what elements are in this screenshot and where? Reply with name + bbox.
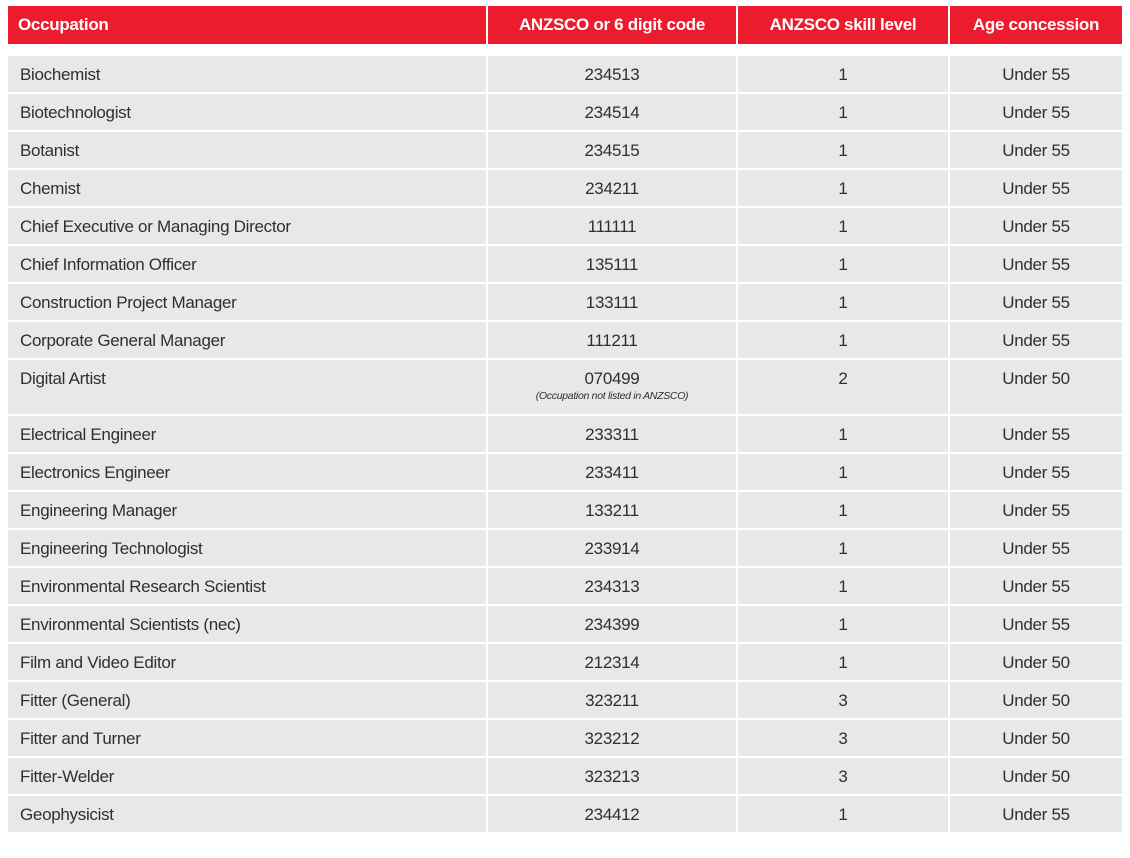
cell-occupation: Chemist [8,170,486,206]
table-row [8,322,1122,358]
cell-occupation: Construction Project Manager [8,284,486,320]
cell-occupation: Fitter-Welder [8,758,486,794]
table-row [8,568,1122,604]
cell-age-concession: Under 55 [950,492,1122,528]
code-value: 233411 [585,463,639,482]
table-row [8,360,1122,414]
table-row [8,284,1122,320]
code-value: 135111 [585,255,639,274]
cell-skill-level: 1 [738,530,948,566]
cell-occupation: Electrical Engineer [8,416,486,452]
cell-occupation: Chief Executive or Managing Director [8,208,486,244]
cell-age-concession: Under 55 [950,56,1122,92]
cell-age-concession: Under 50 [950,682,1122,718]
cell-occupation: Film and Video Editor [8,644,486,680]
table-row [8,416,1122,452]
cell-age-concession: Under 50 [950,360,1122,414]
table-row [8,246,1122,282]
code-value: 234211 [585,179,639,198]
cell-age-concession: Under 55 [950,322,1122,358]
code-value: 133111 [585,293,639,312]
table-row [8,606,1122,642]
code-value: 323211 [585,691,639,710]
cell-skill-level: 1 [738,492,948,528]
header-skill-level: ANZSCO skill level [738,6,948,44]
table-row [8,454,1122,490]
header-age-concession: Age concession [950,6,1122,44]
cell-code [488,208,736,244]
cell-skill-level: 1 [738,132,948,168]
table-row [8,796,1122,832]
cell-age-concession: Under 50 [950,758,1122,794]
cell-code [488,360,736,414]
cell-skill-level: 3 [738,682,948,718]
code-value: 323212 [584,729,640,748]
cell-code [488,94,736,130]
cell-skill-level: 3 [738,720,948,756]
cell-code [488,682,736,718]
cell-code [488,758,736,794]
table-row [8,720,1122,756]
code-value: 233311 [585,425,639,444]
code-value: 111211 [586,331,638,350]
cell-age-concession: Under 55 [950,246,1122,282]
cell-age-concession: Under 55 [950,796,1122,832]
cell-age-concession: Under 55 [950,208,1122,244]
table-row [8,530,1122,566]
cell-skill-level: 1 [738,796,948,832]
table-row [8,132,1122,168]
cell-occupation: Electronics Engineer [8,454,486,490]
cell-skill-level: 1 [738,568,948,604]
cell-occupation: Corporate General Manager [8,322,486,358]
cell-occupation: Biochemist [8,56,486,92]
cell-occupation: Biotechnologist [8,94,486,130]
code-value: 234513 [584,65,640,84]
cell-skill-level: 1 [738,170,948,206]
header-occupation: Occupation [8,6,486,44]
code-value: 133211 [585,501,639,520]
cell-skill-level: 1 [738,208,948,244]
cell-skill-level: 1 [738,56,948,92]
header-code: ANZSCO or 6 digit code [488,6,736,44]
cell-code [488,284,736,320]
cell-code [488,246,736,282]
cell-occupation: Chief Information Officer [8,246,486,282]
cell-age-concession: Under 55 [950,606,1122,642]
cell-occupation: Botanist [8,132,486,168]
cell-occupation: Fitter (General) [8,682,486,718]
cell-skill-level: 1 [738,246,948,282]
code-value: 234399 [584,615,640,634]
code-value: 323213 [584,767,640,786]
table-row [8,644,1122,680]
cell-code [488,416,736,452]
cell-skill-level: 1 [738,416,948,452]
code-value: 233914 [584,539,640,558]
cell-code [488,492,736,528]
occupation-table [8,6,1122,834]
cell-occupation: Engineering Technologist [8,530,486,566]
table-body [8,56,1122,832]
table-row [8,208,1122,244]
cell-age-concession: Under 55 [950,454,1122,490]
cell-occupation: Environmental Scientists (nec) [8,606,486,642]
cell-code [488,606,736,642]
code-value: 070499 [584,369,640,388]
cell-age-concession: Under 55 [950,530,1122,566]
cell-occupation: Engineering Manager [8,492,486,528]
cell-code [488,568,736,604]
table-row [8,94,1122,130]
table-row [8,682,1122,718]
code-note: (Occupation not listed in ANZSCO) [535,390,689,402]
code-value: 234514 [584,103,640,122]
table-row [8,758,1122,794]
code-value: 234515 [584,141,640,160]
table-row [8,492,1122,528]
code-value: 111111 [587,217,637,236]
cell-skill-level: 2 [738,360,948,414]
cell-occupation: Environmental Research Scientist [8,568,486,604]
table-row [8,170,1122,206]
cell-code [488,322,736,358]
code-value: 234313 [584,577,640,596]
table-row [8,56,1122,92]
cell-code [488,56,736,92]
header-spacer [8,46,1122,56]
cell-age-concession: Under 55 [950,568,1122,604]
code-value: 234412 [584,805,640,824]
cell-occupation: Geophysicist [8,796,486,832]
cell-code [488,170,736,206]
cell-code [488,454,736,490]
cell-skill-level: 1 [738,284,948,320]
cell-code [488,132,736,168]
cell-skill-level: 1 [738,644,948,680]
cell-skill-level: 1 [738,606,948,642]
table-header-row [8,6,1122,44]
cell-code [488,796,736,832]
cell-occupation: Digital Artist [8,360,486,414]
cell-age-concession: Under 50 [950,720,1122,756]
cell-age-concession: Under 55 [950,416,1122,452]
cell-skill-level: 3 [738,758,948,794]
cell-code [488,644,736,680]
cell-skill-level: 1 [738,322,948,358]
cell-occupation: Fitter and Turner [8,720,486,756]
cell-age-concession: Under 55 [950,94,1122,130]
cell-age-concession: Under 55 [950,170,1122,206]
cell-age-concession: Under 50 [950,644,1122,680]
cell-code [488,530,736,566]
code-value: 212314 [584,653,640,672]
cell-age-concession: Under 55 [950,284,1122,320]
cell-age-concession: Under 55 [950,132,1122,168]
cell-skill-level: 1 [738,94,948,130]
cell-code [488,720,736,756]
cell-skill-level: 1 [738,454,948,490]
